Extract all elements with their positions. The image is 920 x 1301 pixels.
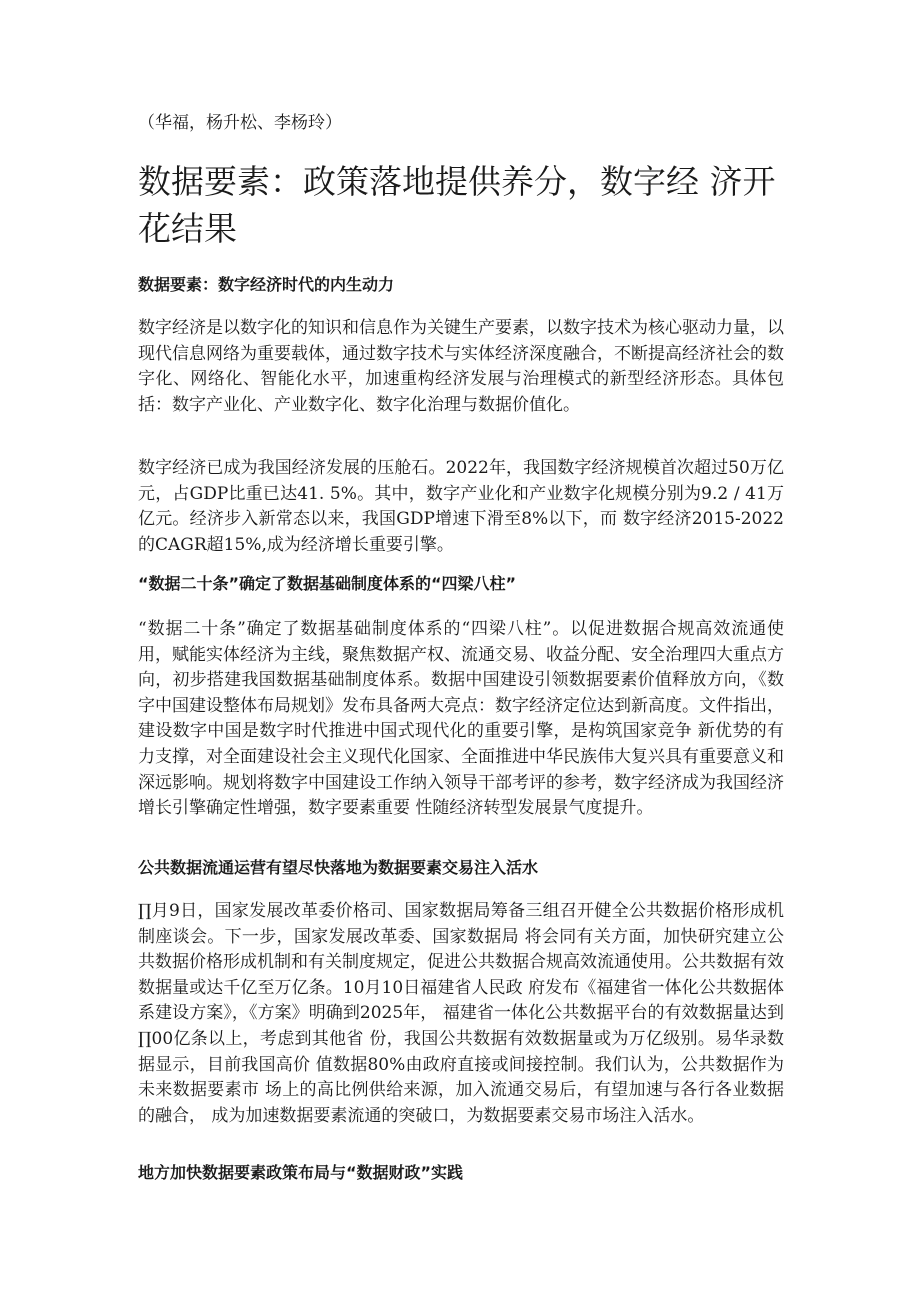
section-heading-1: 数据要素：数字经济时代的内生动力 (138, 275, 395, 294)
section-heading-3: 公共数据流通运营有望尽快落地为数据要素交易注入活水 (138, 858, 539, 877)
page-title: 数据要素：政策落地提供养分，数字经 济开花结果 (138, 162, 776, 248)
section-heading-2: “数据二十条”确定了数据基础制度体系的“四梁八柱” (138, 574, 517, 593)
author-line: （华福，杨升松、李杨玲） (138, 113, 342, 133)
section-heading-4: 地方加快数据要素政策布局与“数据财政”实践 (138, 1163, 464, 1182)
section-1-paragraph-1: 数字经济是以数字化的知识和信息作为关键生产要素，以数字技术为核心驱动力量，以现代信息网络为重要载体，通过数字技术与实体经济深度融合，不断提高经济社会的数字化、网络化、智能化水平，加速重构经济发展与治理模式的新型经济形态。具体包括：数字产业化、产业数字化、数字化治理与数据价值化。 (138, 318, 784, 415)
section-3-paragraph-1: ∏月9日，国家发展改革委价格司、国家数据局筹备三组召开健全公共数据价格形成机制座谈会。下一步，国家发展改革委、国家数据局 将会同有关方面，加快研究建立公共数据价格形成机制和有关制度规定，促进公共数据合规高效流通使用。公共数据有效数据量或达千亿至万亿条。10月10日福建省人民政 府发布《福建省一体化公共数据体系建设方案》，《方案》明确到2025年， 福建省一体化公共数据平台的有效数据量达到∏00亿条以上，考虑到其他省 份，我国公共数据有效数据量或为万亿级别。易华录数据显示，目前我国高价 值数据80%由政府直接或间接控制。我们认为，公共数据作为未来数据要素市 场上的高比例供给来源，加入流通交易后，有望加速与各行各业数据的融合， 成为加速数据要素流通的突破口，为数据要素交易市场注入活水。 (138, 901, 784, 1126)
section-2-paragraph-1: “数据二十条”确定了数据基础制度体系的“四梁八柱”。以促进数据合规高效流通使用，赋能实体经济为主线，聚焦数据产权、流通交易、收益分配、安全治理四大重点方向，初步搭建我国数据基础制度体系。数据中国建设引领数据要素价值释放方向，《数字中国建设整体布局规划》发布具备两大亮点：数字经济定位达到新高度。文件指出，建设数字中国是数字时代推进中国式现代化的重要引擎，是构筑国家竞争 新优势的有力支撑，对全面建设社会主义现代化国家、全面推进中华民族伟大复兴具有重要意义和深远影响。规划将数字中国建设工作纳入领导干部考评的参考，数字经济成为我国经济增长引擎确定性增强，数字要素重要 性随经济转型发展景气度提升。 (138, 619, 784, 819)
section-1-paragraph-2: 数字经济已成为我国经济发展的压舱石。2022年，我国数字经济规模首次超过50万亿元，占GDP比重已达41. 5%。其中，数字产业化和产业数字化规模分别为9.2 / 41万亿元。经济步入新常态以来，我国GDP增速下滑至8%以下，而 数字经济2015-2022的CAGR超15%,成为经济增长重要引擎。 (138, 458, 784, 555)
